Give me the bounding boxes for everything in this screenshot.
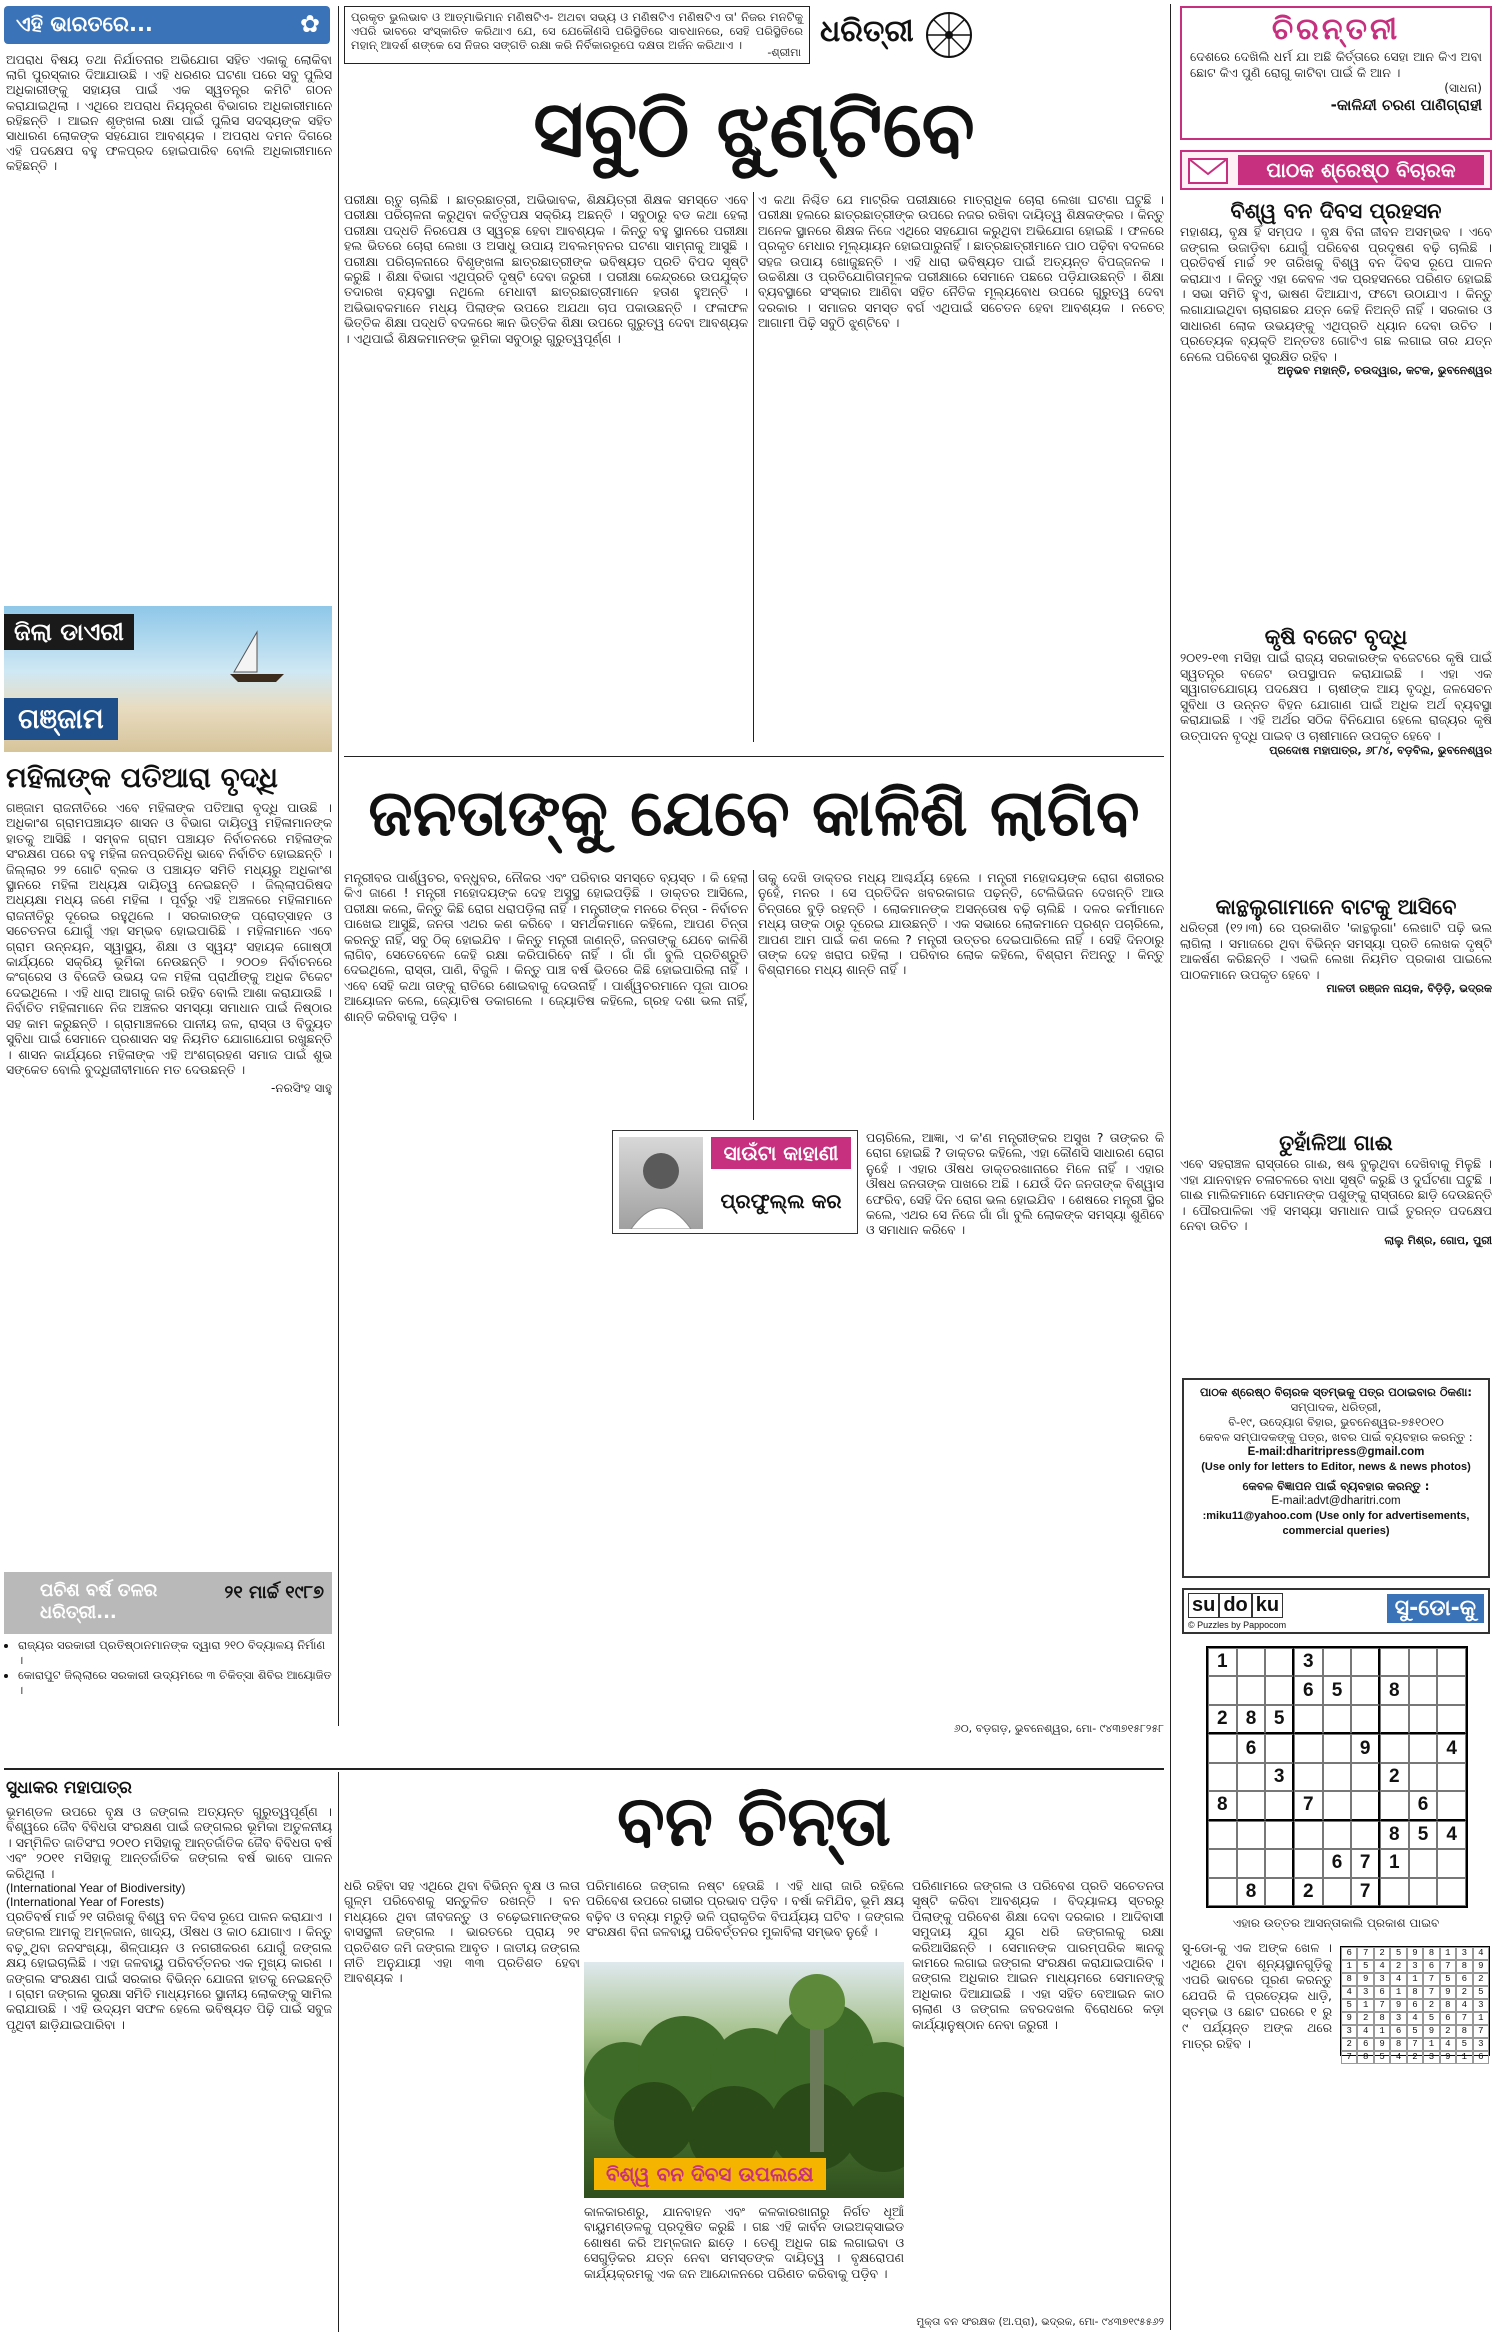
sudoku-credit: © Puzzles by Pappocom <box>1188 1620 1287 1630</box>
solution-cell: 3 <box>1473 1999 1489 2012</box>
solution-cell: 9 <box>1423 2025 1439 2038</box>
forest-photo <box>584 1962 904 2198</box>
sudoku-cell <box>1351 1676 1380 1704</box>
sudoku-cell: 8 <box>1237 1878 1266 1906</box>
solution-cell: 1 <box>1440 1947 1456 1960</box>
solution-cell: 2 <box>1473 1973 1489 1986</box>
right-quote-source: (ସାଧନା) <box>1444 81 1482 95</box>
quote-box <box>344 6 810 64</box>
solution-cell: 5 <box>1357 1960 1373 1973</box>
solution-cell: 3 <box>1407 1960 1423 1973</box>
letter-2-author: ପ୍ରଦୋଷ ମହାପାତ୍ର, ୬୮/୪, ବଡ଼ବିଲ, ଭୁବନେଶ୍ୱର <box>1269 743 1492 757</box>
solution-cell: 5 <box>1374 2051 1390 2064</box>
solution-cell: 3 <box>1390 2012 1406 2025</box>
solution-cell: 6 <box>1357 2038 1373 2051</box>
solution-cell: 2 <box>1357 2012 1373 2025</box>
masthead-title: ଧରିତ୍ରୀ <box>820 14 914 49</box>
letter-4-author: ଲାଲୁ ମିଶ୍ର, ଗୋପ, ପୁରୀ <box>1384 1233 1492 1247</box>
sudoku-cell <box>1208 1849 1237 1877</box>
letter-3 <box>1180 894 1492 1124</box>
solution-cell: 8 <box>1440 1999 1456 2012</box>
solution-cell: 4 <box>1341 1986 1357 1999</box>
sudoku-cell <box>1437 1791 1466 1820</box>
letter-2-text: ୨୦୧୨-୧୩ ମସିହା ପାଇଁ ରାଜ୍ୟ ସରକାରଙ୍କ ବଜେଟରେ କୃଷି ପାଇଁ ସ୍ୱତନ୍ତ୍ର ବଜେଟ ଉପସ୍ଥାପନ କରାଯାଇଛି । ଏହା ଏକ ସ୍ୱାଗତଯୋଗ୍ୟ ପଦକ୍ଷେପ । ଚାଷୀଙ୍କ ଆୟ ବୃଦ୍ଧି, ଜଳସେଚନ ସୁବିଧା ଓ ଉନ୍ନତ ବିହନ ଯୋଗାଣ ପାଇଁ ଅଧିକ ଅର୍ଥ ବ୍ୟବସ୍ଥା କରାଯାଇଛି । ଏହି ଅର୍ଥର ସଠିକ ବିନିଯୋଗ ହେଲେ ରାଜ୍ୟର କୃଷି ଉତ୍ପାଦନ ବୃଦ୍ଧି ପାଇବ ଓ ଚାଷୀମାନେ ଉପକୃତ ହେବେ । <box>1180 650 1492 743</box>
sudoku-cell <box>1265 1676 1294 1704</box>
solution-cell: 9 <box>1390 1999 1406 2012</box>
solution-cell: 9 <box>1341 2012 1357 2025</box>
column-label: ସାଉଁଟା କାହାଣୀ <box>711 1137 851 1169</box>
letter-2-title: କୃଷି ବଜେଟ ବୃଦ୍ଧି <box>1264 625 1408 649</box>
solution-cell: 7 <box>1456 2012 1472 2025</box>
main-story-col2 <box>758 192 1164 752</box>
bottom-left-text-2: ପ୍ରତିବର୍ଷ ମାର୍ଚ୍ଚ ୨୧ ତାରିଖକୁ ବିଶ୍ୱ ବନ ଦିବସ ରୂପେ ପାଳନ କରାଯାଏ । ଜଙ୍ଗଲ ଆମକୁ ଅମ୍ଳଜାନ, ଖାଦ୍ୟ, ଔଷଧ ଓ କାଠ ଯୋଗାଏ । କିନ୍ତୁ ବଢ଼ୁଥିବା ଜନସଂଖ୍ୟା, ଶିଳ୍ପାୟନ ଓ ନଗରୀକରଣ ଯୋଗୁଁ ଜଙ୍ଗଲ କ୍ଷୟ ହୋଇଚାଲିଛି । ଏହା ଜଳବାୟୁ ପରିବର୍ତ୍ତନର ଏକ ମୁଖ୍ୟ କାରଣ । ଜଙ୍ଗଲ ସଂରକ୍ଷଣ ପାଇଁ ସରକାର ବିଭିନ୍ନ ଯୋଜନା ହାତକୁ ନେଇଛନ୍ତି । ଗ୍ରାମ ଜଙ୍ଗଲ ସୁରକ୍ଷା ସମିତି ମାଧ୍ୟମରେ ସ୍ଥାନୀୟ ଲୋକଙ୍କୁ ସାମିଲ କରାଯାଉଛି । ଏହି ଉଦ୍ୟମ ସଫଳ ହେଲେ ଭବିଷ୍ୟତ ପିଢ଼ି ପାଇଁ ସବୁଜ ପୃଥିବୀ ଛାଡ଼ିଯାଇପାରିବା । <box>6 1909 332 2032</box>
sudoku-instructions-box <box>1182 1940 1332 2330</box>
main-story-col1 <box>344 192 748 752</box>
sudoku-cell <box>1409 1734 1438 1762</box>
person-icon <box>619 1137 703 1229</box>
sudoku-cell <box>1351 1705 1380 1734</box>
sudoku-cell <box>1323 1791 1352 1820</box>
sudoku-cell: 6 <box>1294 1676 1323 1704</box>
solution-cell: 7 <box>1423 1973 1439 1986</box>
sudoku-cell: 1 <box>1380 1849 1409 1877</box>
solution-cell: 9 <box>1473 1960 1489 1973</box>
solution-cell: 1 <box>1423 2038 1439 2051</box>
sudoku-header <box>1182 1588 1490 1634</box>
sudoku-logo <box>1188 1593 1283 1618</box>
solution-cell: 8 <box>1423 1947 1439 1960</box>
sudoku-cell <box>1380 1734 1409 1762</box>
forest-story-col2 <box>586 1878 904 1958</box>
ad-email-1[interactable]: E-mail:advt@dharitri.com <box>1271 1495 1401 1507</box>
solution-cell: 3 <box>1374 1973 1390 1986</box>
sudoku-cell <box>1351 1648 1380 1676</box>
second-story-address: ୬୦, ବଡ଼ଗଡ଼, ଭୁବନେଶ୍ୱର, ମୋ- ୯୪୩୭୧୫୮୨୫୮ <box>953 1722 1164 1735</box>
sudoku-cell: 4 <box>1437 1821 1466 1849</box>
masthead-logo <box>818 6 976 64</box>
solution-cell: 1 <box>1341 1960 1357 1973</box>
solution-cell: 3 <box>1423 2051 1439 2064</box>
sudoku-cell: 2 <box>1294 1878 1323 1906</box>
sudoku-cell: 6 <box>1323 1849 1352 1877</box>
sudoku-logo-do: do <box>1219 1593 1251 1618</box>
solution-cell: 7 <box>1423 1986 1439 1999</box>
left-story-text: ଗଞ୍ଜାମ ରାଜନୀତିରେ ଏବେ ମହିଳାଙ୍କ ପତିଆରା ବୃଦ୍ଧି ପାଉଛି । ଅଧିକାଂଶ ଗ୍ରାମପଞ୍ଚାୟତ ଶାସନ ଓ ବିଭାଗ ଦାୟିତ୍ୱ ମହିଳାମାନଙ୍କ ହାତକୁ ଆସିଛି । ସମ୍ବଳ ଗ୍ରାମ ପଞ୍ଚାୟତ ନିର୍ବାଚନରେ ମହିଳାଙ୍କ ସଂରକ୍ଷଣ ପରେ ବହୁ ମହିଳା ଜନପ୍ରତିନିଧି ଭାବେ ନିର୍ବାଚିତ ହୋଇଛନ୍ତି । ଜିଲ୍ଲାର ୨୨ ଗୋଟି ବ୍ଲକ ଓ ପଞ୍ଚାୟତ ସମିତି ମଧ୍ୟରୁ ଅଧିକାଂଶ ସ୍ଥାନରେ ମହିଳା ଅଧ୍ୟକ୍ଷ ଦାୟିତ୍ୱ ନେଇଛନ୍ତି । ଜିଲ୍ଲାପରିଷଦ ଅଧ୍ୟକ୍ଷା ମଧ୍ୟ ଜଣେ ମହିଳା । ପୂର୍ବରୁ ଏହି ଅଞ୍ଚଳରେ ମହିଳାମାନେ ରାଜନୀତିରୁ ଦୂରେଇ ରହୁଥିଲେ । ସରକାରଙ୍କ ପ୍ରୋତ୍ସାହନ ଓ ସଚେତନତା ଯୋଗୁଁ ଏହା ସମ୍ଭବ ହୋଇପାରିଛି । ମହିଳାମାନେ ଏବେ ଗ୍ରାମ ଉନ୍ନୟନ, ସ୍ୱାସ୍ଥ୍ୟ, ଶିକ୍ଷା ଓ ସ୍ୱୟଂ ସହାୟକ ଗୋଷ୍ଠୀ କାର୍ଯ୍ୟରେ ସକ୍ରିୟ ଭୂମିକା ନେଉଛନ୍ତି । ୨୦୦୭ ନିର୍ବାଚନରେ କଂଗ୍ରେସ ଓ ବିଜେଡି ଉଭୟ ଦଳ ମହିଳା ପ୍ରାର୍ଥୀଙ୍କୁ ଅଧିକ ଟିକେଟ ଦେଇଥିଲେ । ଏହି ଧାରା ଆଗକୁ ଜାରି ରହିବ ବୋଲି ଆଶା କରାଯାଉଛି । ନିର୍ବାଚିତ ମହିଳାମାନେ ନିଜ ଅଞ୍ଚଳର ସମସ୍ୟା ସମାଧାନ ପାଇଁ ନିଷ୍ଠାର ସହ କାମ କରୁଛନ୍ତି । ଗ୍ରାମାଞ୍ଚଳରେ ପାନୀୟ ଜଳ, ରାସ୍ତା ଓ ବିଦ୍ୟୁତ ସୁବିଧା ପାଇଁ ସେମାନେ ପ୍ରଶାସନ ସହ ନିୟମିତ ଯୋଗାଯୋଗ ରଖୁଛନ୍ତି । ଶାସନ କାର୍ଯ୍ୟରେ ମହିଳାଙ୍କ ଏହି ଅଂଶଗ୍ରହଣ ସମାଜ ପାଇଁ ଶୁଭ ସଙ୍କେତ ବୋଲି ବୁଦ୍ଧିଜୀବୀମାନେ ମତ ଦେଉଛନ୍ତି । <box>6 800 332 1077</box>
sudoku-cell <box>1380 1705 1409 1734</box>
sudoku-cell <box>1265 1734 1294 1762</box>
sudoku-cell: 7 <box>1294 1791 1323 1820</box>
right-quote-text: ଦେଶରେ ଦେଖିଲି ଧର୍ମ ଯା ଅଛି କିର୍ତ୍ତାରେ ସେହା ଆନ କିଏ ଅବା ଛୋଟ କିଏ ପୁଣି ରୋଗୁ କାଟିବା ପାଇଁ କି ଆନ । <box>1190 49 1482 80</box>
bottom-left-author: ସୁଧାକର ମହାପାତ୍ର <box>6 1778 132 1798</box>
sudoku-cell <box>1323 1878 1352 1906</box>
solution-cell: 1 <box>1407 1973 1423 1986</box>
solution-cell: 6 <box>1423 1960 1439 1973</box>
second-story-text-1: ମନ୍ତ୍ରୀବର ପାର୍ଶ୍ୱଚର, ବନ୍ଧୁବର, ନୌକର ଏବଂ ପରିବାର ସମସ୍ତେ ବ୍ୟସ୍ତ । କି ହେଲା କିଏ ଜାଣେ ! ମନ୍ତ୍ରୀ ମହୋଦୟଙ୍କ ଦେହ ଅସୁସ୍ଥ ହୋଇପଡ଼ିଛି । ଡାକ୍ତର ଆସିଲେ, ପରୀକ୍ଷା କଲେ, କିନ୍ତୁ କିଛି ରୋଗ ଧରାପଡ଼ିଲା ନାହିଁ । ମନ୍ତ୍ରୀଙ୍କ ମନରେ ଚିନ୍ତା - ନିର୍ବାଚନ ପାଖେଇ ଆସୁଛି, ଜନତା ଏଥର କଣ କରିବେ । ସମର୍ଥକମାନେ କହିଲେ, ଆପଣ ଚିନ୍ତା କରନ୍ତୁ ନାହିଁ, ସବୁ ଠିକ୍ ହୋଇଯିବ । କିନ୍ତୁ ମନ୍ତ୍ରୀ ଜାଣନ୍ତି, ଜନତାଙ୍କୁ ଯେବେ କାଳିଶି ଲାଗିବ, ସେତେବେଳେ କେହି ରକ୍ଷା କରିପାରିବେ ନାହିଁ । ଗାଁ ଗାଁ ବୁଲି ପ୍ରତିଶ୍ରୁତି ଦେଇଥିଲେ, ରାସ୍ତା, ପାଣି, ବିଜୁଳି । କିନ୍ତୁ ପାଞ୍ଚ ବର୍ଷ ଭିତରେ କିଛି ହୋଇପାରିଲା ନାହିଁ । ଏବେ ସେହି କଥା ତାଙ୍କୁ ରାତିରେ ଶୋଇବାକୁ ଦେଉନାହିଁ । ପାର୍ଶ୍ୱଚରମାନେ ପୂଜା ପାଠର ଆୟୋଜନ କଲେ, ଜ୍ୟୋତିଷ ଡକାଗଲେ । ଜ୍ୟୋତିଷ କହିଲେ, ଗ୍ରହ ଦଶା ଭଲ ନାହିଁ, ଶାନ୍ତି କରିବାକୁ ପଡ଼ିବ । <box>344 870 748 1024</box>
solution-cell: 6 <box>1390 2025 1406 2038</box>
letter-3-title: କାନ୍ଥଲୁଗାମାନେ ବାଟକୁ ଆସିବେ <box>1215 895 1457 919</box>
second-story-col3 <box>866 1130 1164 1720</box>
contact-line: କେବଳ ସମ୍ପାଦକଙ୍କୁ ପତ୍ର, ଖବର ପାଇଁ ବ୍ୟବହାର କରନ୍ତୁ : <box>1199 1430 1473 1444</box>
letter-1-author: ଅନୁଭବ ମହାନ୍ତି, ଚଉଦ୍ୱାର, କଟକ, ଭୁବନେଶ୍ୱର <box>1277 364 1492 378</box>
sudoku-cell <box>1208 1763 1237 1791</box>
sudoku-cell <box>1294 1821 1323 1849</box>
solution-cell: 5 <box>1423 2012 1439 2025</box>
sudoku-cell <box>1351 1791 1380 1820</box>
letter-2 <box>1180 624 1492 888</box>
solution-cell: 8 <box>1456 1960 1472 1973</box>
column-author: ପ୍ରଫୁଲ୍ଲ କର <box>720 1189 842 1213</box>
solution-cell: 5 <box>1341 1999 1357 2012</box>
forest-story-text-2: ପରିମାଣରେ ଜଙ୍ଗଲ ନଷ୍ଟ ହେଉଛି । ଏହି ଧାରା ଜାରି ରହିଲେ ପରିବେଶ ଉପରେ ଗଭୀର ପ୍ରଭାବ ପଡ଼ିବ । ବର୍ଷା କମିଯିବ, ଭୂମି କ୍ଷୟ ବଢ଼ିବ ଓ ବନ୍ୟା ମରୁଡ଼ି ଭଳି ପ୍ରାକୃତିକ ବିପର୍ଯ୍ୟୟ ଘଟିବ । ଜଙ୍ଗଲ ସଂରକ୍ଷଣ ବିନା ଜଳବାୟୁ ପରିବର୍ତ୍ତନର ମୁକାବିଲା ସମ୍ଭବ ନୁହେଁ । <box>586 1878 904 1940</box>
sudoku-cell <box>1323 1648 1352 1676</box>
sudoku-cell <box>1237 1676 1266 1704</box>
sudoku-cell <box>1208 1821 1237 1849</box>
solution-cell: 5 <box>1473 1986 1489 1999</box>
india-map-icon: ✿ <box>299 10 320 38</box>
main-headline: ସବୁଠି ଝୁଣ୍ଟିବେ <box>533 85 975 175</box>
sudoku-cell <box>1265 1878 1294 1906</box>
solution-cell: 6 <box>1456 1973 1472 1986</box>
forest-story-text-3: ପରିଣାମରେ ଜଙ୍ଗଲ ଓ ପରିବେଶ ପ୍ରତି ସଚେତନତା ସୃଷ୍ଟି କରିବା ଆବଶ୍ୟକ । ବିଦ୍ୟାଳୟ ସ୍ତରରୁ ପିଲାଙ୍କୁ ପରିବେଶ ଶିକ୍ଷା ଦେବା ଦରକାର । ଆଦିବାସୀ ସମୁଦାୟ ଯୁଗ ଯୁଗ ଧରି ଜଙ୍ଗଲକୁ ରକ୍ଷା କରିଆସିଛନ୍ତି । ସେମାନଙ୍କ ପାରମ୍ପରିକ ଜ୍ଞାନକୁ କାମରେ ଲଗାଇ ଜଙ୍ଗଲ ସଂରକ୍ଷଣ କରାଯାଇପାରିବ । ଜଙ୍ଗଲ ଅଧିକାର ଆଇନ ମାଧ୍ୟମରେ ସେମାନଙ୍କୁ ଅଧିକାର ଦିଆଯାଇଛି । ଏହା ସହିତ ବେଆଇନ କାଠ ଚାଲାଣ ଓ ଜଙ୍ଗଲ ଜବରଦଖଲ ବିରୋଧରେ କଡ଼ା କାର୍ଯ୍ୟାନୁଷ୍ଠାନ ନେବା ଜରୁରୀ । <box>912 1878 1164 2032</box>
solution-cell: 7 <box>1440 1960 1456 1973</box>
solution-cell: 6 <box>1341 1947 1357 1960</box>
sudoku-cell <box>1237 1849 1266 1877</box>
sudoku-cell <box>1409 1763 1438 1791</box>
sudoku-cell <box>1409 1849 1438 1877</box>
contact-note: (Use only for letters to Editor, news & news photos) <box>1201 1461 1471 1473</box>
sudoku-logo-ku: ku <box>1252 1593 1283 1618</box>
contact-box <box>1182 1378 1490 1578</box>
sudoku-cell <box>1437 1878 1466 1906</box>
district-name: ଗଞ୍ଜାମ <box>4 698 118 740</box>
solution-cell: 4 <box>1390 2051 1406 2064</box>
solution-cell: 1 <box>1473 2012 1489 2025</box>
sudoku-cell <box>1208 1734 1237 1762</box>
sudoku-cell <box>1294 1734 1323 1762</box>
sudoku-cell: 8 <box>1237 1705 1266 1734</box>
forest-photo-caption: ବିଶ୍ୱ ବନ ଦିବସ ଉପଲକ୍ଷେ <box>594 2158 826 2190</box>
sudoku-cell <box>1437 1676 1466 1704</box>
letter-4-text: ଏବେ ସହରାଞ୍ଚଳ ରାସ୍ତାରେ ଗାଈ, ଷଣ୍ଢ ବୁଲୁଥିବା ଦେଖିବାକୁ ମିଳୁଛି । ଏହା ଯାନବାହନ ଚଳାଚଳରେ ବାଧା ସୃଷ୍ଟି କରୁଛି ଓ ଦୁର୍ଘଟଣା ଘଟୁଛି । ଗାଈ ମାଲିକମାନେ ସେମାନଙ୍କ ପଶୁଙ୍କୁ ରାସ୍ତାରେ ଛାଡ଼ି ଦେଉଛନ୍ତି । ପୌରପାଳିକା ଏହି ସମସ୍ୟା ସମାଧାନ ପାଇଁ ତୁରନ୍ତ ପଦକ୍ଷେପ ନେବା ଉଚିତ । <box>1180 1156 1492 1234</box>
right-column-quote-box <box>1180 6 1492 140</box>
forest-story-col3 <box>912 1878 1164 2314</box>
flashback-list <box>4 1638 332 1698</box>
solution-cell: 9 <box>1407 1947 1423 1960</box>
forest-story-text-1: ଧରି ରହିବା ସହ ଏଥିରେ ଥିବା ବିଭିନ୍ନ ବୃକ୍ଷ ଓ ଲତା ଗୁଳ୍ମ ପରିବେଶକୁ ସନ୍ତୁଳିତ ରଖନ୍ତି । ବନ ମଧ୍ୟରେ ଥିବା ଜୀବଜନ୍ତୁ ଓ ଚଢ଼େଇମାନଙ୍କର ବାସସ୍ଥଳୀ ଜଙ୍ଗଲ । ଭାରତରେ ପ୍ରାୟ ୨୧ ପ୍ରତିଶତ ଜମି ଜଙ୍ଗଲ ଆବୃତ । ଜାତୀୟ ଜଙ୍ଗଲ ନୀତି ଅନୁଯାୟୀ ଏହା ୩୩ ପ୍ରତିଶତ ହେବା ଆବଶ୍ୟକ । <box>344 1878 580 1986</box>
solution-cell: 7 <box>1374 1999 1390 2012</box>
left-intro-article <box>6 52 332 600</box>
solution-cell: 9 <box>1357 1973 1373 1986</box>
sudoku-cell <box>1208 1676 1237 1704</box>
flashback-item: • ରାଜ୍ୟର ସରକାରୀ ପ୍ରତିଷ୍ଠାନମାନଙ୍କ ଦ୍ୱାରା ୨୧୦ ବିଦ୍ୟାଳୟ ନିର୍ମାଣ । <box>18 1638 332 1668</box>
sudoku-cell <box>1380 1878 1409 1906</box>
sudoku-cell <box>1323 1821 1352 1849</box>
author-photo <box>619 1137 703 1229</box>
sudoku-cell: 2 <box>1380 1763 1409 1791</box>
sudoku-cell <box>1265 1849 1294 1877</box>
sudoku-cell <box>1237 1821 1266 1849</box>
solution-cell: 2 <box>1440 2025 1456 2038</box>
sudoku-cell <box>1323 1734 1352 1762</box>
second-headline: ଜନତାଙ୍କୁ ଯେବେ କାଳିଶି ଲାଗିବ <box>368 777 1140 851</box>
sudoku-cell <box>1265 1648 1294 1676</box>
bottom-left-term-2: (International Year of Forests) <box>6 1895 165 1910</box>
sudoku-cell: 8 <box>1208 1791 1237 1820</box>
solution-cell: 5 <box>1390 1947 1406 1960</box>
solution-cell: 1 <box>1390 1986 1406 1999</box>
solution-cell: 3 <box>1456 1947 1472 1960</box>
sudoku-solution-grid <box>1340 1946 1490 2062</box>
wheel-icon <box>924 10 974 60</box>
sudoku-cell: 8 <box>1380 1821 1409 1849</box>
letter-3-text: ଧରିତ୍ରୀ (୧୨।୩) ରେ ପ୍ରକାଶିତ 'କାନ୍ଥଲୁଗା' ଲେଖାଟି ପଢ଼ି ଭଲ ଲାଗିଲା । ସମାଜରେ ଥିବା ବିଭିନ୍ନ ସମସ୍ୟା ପ୍ରତି ଲେଖକ ଦୃଷ୍ଟି ଆକର୍ଷଣ କରିଛନ୍ତି । ଏଭଳି ଲେଖା ନିୟମିତ ପ୍ରକାଶ ପାଇଲେ ପାଠକମାନେ ଉପକୃତ ହେବେ । <box>1180 920 1492 982</box>
solution-cell: 5 <box>1407 2025 1423 2038</box>
sudoku-cell: 9 <box>1351 1734 1380 1762</box>
left-story-title: ମହିଳାଙ୍କ ପତିଆରା ବୃଦ୍ଧି <box>6 761 279 794</box>
letter-1 <box>1180 198 1492 618</box>
solution-cell: 9 <box>1374 2038 1390 2051</box>
sudoku-cell: 5 <box>1265 1705 1294 1734</box>
main-story-text-1: ପରୀକ୍ଷା ଋତୁ ଚାଲିଛି । ଛାତ୍ରଛାତ୍ରୀ, ଅଭିଭାବକ, ଶିକ୍ଷୟିତ୍ରୀ ଶିକ୍ଷକ ସମସ୍ତେ ଏବେ ପରୀକ୍ଷା ପରିଚାଳନା କରୁଥିବା କର୍ତ୍ତୃପକ୍ଷ ସକ୍ରିୟ ଅଛନ୍ତି । ସବୁଠାରୁ ବଡ କଥା ହେଲା ପରୀକ୍ଷା ପଦ୍ଧତି ନିରପେକ୍ଷ ଓ ସ୍ୱଚ୍ଛ ହେବା ଆବଶ୍ୟକ । କିନ୍ତୁ ବହୁ ସ୍ଥାନରେ ପରୀକ୍ଷା ହଲ ଭିତରେ ଚୋରା ଲେଖା ଓ ଅସାଧୁ ଉପାୟ ଅବଲମ୍ବନର ଘଟଣା ସାମ୍ନାକୁ ଆସୁଛି । ପରୀକ୍ଷା ପରିଚାଳନାରେ ବିଶୃଙ୍ଖଳା ଛାତ୍ରଛାତ୍ରୀଙ୍କ ଭବିଷ୍ୟତ ପ୍ରତି ବିପଦ ସୃଷ୍ଟି କରୁଛି । ଶିକ୍ଷା ବିଭାଗ ଏଥିପ୍ରତି ଦୃଷ୍ଟି ଦେବା ଜରୁରୀ । ପରୀକ୍ଷା କେନ୍ଦ୍ରରେ ଉପଯୁକ୍ତ ତଦାରଖ ବ୍ୟବସ୍ଥା ନଥିଲେ ମେଧାବୀ ଛାତ୍ରଛାତ୍ରୀମାନେ ହତାଶ ହୁଅନ୍ତି । ଅଭିଭାବକମାନେ ମଧ୍ୟ ପିଲାଙ୍କ ଉପରେ ଅଯଥା ଚାପ ପକାଉଛନ୍ତି । ଫଳାଫଳ ଭିତ୍ତିକ ଶିକ୍ଷା ପଦ୍ଧତି ବଦଳରେ ଜ୍ଞାନ ଭିତ୍ତିକ ଶିକ୍ଷା ଉପରେ ଗୁରୁତ୍ୱ ଦେବା ଆବଶ୍ୟକ । ଏଥିପାଇଁ ଶିକ୍ଷକମାନଙ୍କ ଭୂମିକା ସବୁଠାରୁ ଗୁରୁତ୍ୱପୂର୍ଣ୍ଣ । <box>344 192 748 346</box>
solution-cell: 2 <box>1390 1960 1406 1973</box>
sudoku-label: ସୁ-ଡୋ-କୁ <box>1387 1594 1484 1623</box>
sudoku-cell: 3 <box>1265 1763 1294 1791</box>
right-quote-author: -କାଳିନ୍ଦୀ ଚରଣ ପାଣିଗ୍ରାହୀ <box>1330 96 1482 114</box>
letter-1-text: ମହାଶୟ, ବୃକ୍ଷ ହିଁ ସମ୍ପଦ । ବୃକ୍ଷ ବିନା ଜୀବନ ଅସମ୍ଭବ । ଏବେ ଜଙ୍ଗଲ ଉଜାଡ଼ିବା ଯୋଗୁଁ ପରିବେଶ ପ୍ରଦୂଷଣ ବଢ଼ି ଚାଲିଛି । ପ୍ରତିବର୍ଷ ମାର୍ଚ୍ଚ ୨୧ ତାରିଖକୁ ବିଶ୍ୱ ବନ ଦିବସ ରୂପେ ପାଳନ କରାଯାଏ । କିନ୍ତୁ ଏହା କେବଳ ଏକ ପ୍ରହସନରେ ପରିଣତ ହୋଇଛି । ସଭା ସମିତି ହୁଏ, ଭାଷଣ ଦିଆଯାଏ, ଫଟୋ ଉଠାଯାଏ । କିନ୍ତୁ ଲଗାଯାଇଥିବା ଚାରାଗଛର ଯତ୍ନ କେହି ନିଅନ୍ତି ନାହିଁ । ସରକାର ଓ ସାଧାରଣ ଲୋକ ଉଭୟଙ୍କୁ ଏଥିପ୍ରତି ଧ୍ୟାନ ଦେବା ଉଚିତ । ପ୍ରତ୍ୟେକ ବ୍ୟକ୍ତି ଅନ୍ତତଃ ଗୋଟିଏ ଗଛ ଲଗାଇ ତାର ଯତ୍ନ ନେଲେ ପରିବେଶ ସୁରକ୍ଷିତ ରହିବ । <box>1180 224 1492 364</box>
readers-banner <box>1180 150 1492 190</box>
solution-cell: 7 <box>1407 2038 1423 2051</box>
sudoku-cell <box>1437 1763 1466 1791</box>
second-story-text-3: ପଚାରିଲେ, ଆଜ୍ଞା, ଏ କ'ଣ ମନ୍ତ୍ରୀଙ୍କର ଅସୁଖ ? ତାଙ୍କର କି ରୋଗ ହୋଇଛି ? ଡାକ୍ତର କହିଲେ, ଏହା କୌଣସି ସାଧାରଣ ରୋଗ ନୁହେଁ । ଏହାର ଔଷଧ ଡାକ୍ତରଖାନାରେ ମିଳେ ନାହିଁ । ଏହାର ଔଷଧ ଜନତାଙ୍କ ପାଖରେ ଅଛି । ଯେଉଁ ଦିନ ଜନତାଙ୍କ ବିଶ୍ୱାସ ଫେରିବ, ସେହି ଦିନ ରୋଗ ଭଲ ହୋଇଯିବ । ଶେଷରେ ମନ୍ତ୍ରୀ ସ୍ଥିର କଲେ, ଏଥର ସେ ନିଜେ ଗାଁ ଗାଁ ବୁଲି ଲୋକଙ୍କ ସମସ୍ୟା ଶୁଣିବେ ଓ ସମାଧାନ କରିବେ । <box>866 1130 1164 1238</box>
solution-cell: 9 <box>1440 2051 1456 2064</box>
sudoku-cell <box>1351 1763 1380 1791</box>
solution-cell: 5 <box>1440 1973 1456 1986</box>
solution-cell: 4 <box>1374 1960 1390 1973</box>
sudoku-cell: 8 <box>1380 1676 1409 1704</box>
ad-email-2[interactable]: :miku11@yahoo.com (Use only for advertisements, commercial queries) <box>1202 1510 1470 1537</box>
sudoku-instructions: ସୁ-ଡୋ-କୁ ଏକ ଅଙ୍କ ଖେଳ । ଏଥିରେ ଥିବା ଶୂନ୍ୟସ୍ଥାନଗୁଡ଼ିକୁ ଏପରି ଭାବରେ ପୂରଣ କରନ୍ତୁ ଯେପରି କି ପ୍ରତ୍ୟେକ ଧାଡ଼ି, ସ୍ତମ୍ଭ ଓ ଛୋଟ ଘରରେ ୧ ରୁ ୯ ପର୍ଯ୍ୟନ୍ତ ଅଙ୍କ ଥରେ ମାତ୍ର ରହିବ । <box>1182 1940 1332 2051</box>
sudoku-cell <box>1351 1821 1380 1849</box>
ad-title: କେବଳ ବିଜ୍ଞାପନ ପାଇଁ ବ୍ୟବହାର କରନ୍ତୁ : <box>1242 1479 1430 1493</box>
solution-cell: 2 <box>1456 1986 1472 1999</box>
sudoku-cell <box>1380 1648 1409 1676</box>
sudoku-cell: 5 <box>1323 1676 1352 1704</box>
main-story-text-2: ଏ କଥା ନିଶ୍ଚିତ ଯେ ମାଟ୍ରିକ ପରୀକ୍ଷାରେ ମାତ୍ରାଧିକ ଚୋରା ଲେଖା ଘଟଣା ଘଟୁଛି । ପରୀକ୍ଷା ହଲରେ ଛାତ୍ରଛାତ୍ରୀଙ୍କ ଉପରେ ନଜର ରଖିବା ଦାୟିତ୍ୱ ଶିକ୍ଷକଙ୍କର । କିନ୍ତୁ ଅନେକ ସ୍ଥାନରେ ଶିକ୍ଷକ ନିଜେ ଏଥିରେ ସହଯୋଗ କରୁଥିବା ଅଭିଯୋଗ ହୋଇଛି । ଫଳରେ ପ୍ରକୃତ ମେଧାର ମୂଲ୍ୟାୟନ ହୋଇପାରୁନାହିଁ । ଛାତ୍ରଛାତ୍ରୀମାନେ ପାଠ ପଢ଼ିବା ବଦଳରେ ସହଜ ଉପାୟ ଖୋଜୁଛନ୍ତି । ଏହି ଧାରା ଭବିଷ୍ୟତ ପାଇଁ ଅତ୍ୟନ୍ତ ବିପଜ୍ଜନକ । ଉଚ୍ଚଶିକ୍ଷା ଓ ପ୍ରତିଯୋଗିତାମୂଳକ ପରୀକ୍ଷାରେ ସେମାନେ ପଛରେ ପଡ଼ିଯାଉଛନ୍ତି । ଶିକ୍ଷା ବ୍ୟବସ୍ଥାରେ ସଂସ୍କାର ଆଣିବା ସହିତ ନୈତିକ ମୂଲ୍ୟବୋଧ ଉପରେ ଗୁରୁତ୍ୱ ଦେବା ଦରକାର । ସମାଜର ସମସ୍ତ ବର୍ଗ ଏଥିପାଇଁ ସଚେତନ ହେବା ଆବଶ୍ୟକ । ନଚେତ୍ ଆଗାମୀ ପିଢ଼ି ସବୁଠି ଝୁଣ୍ଟିବେ । <box>758 192 1164 331</box>
column-byline-box <box>612 1130 858 1234</box>
sudoku-caption: ଏହାର ଉତ୍ତର ଆସନ୍ତାକାଲି ପ୍ରକାଶ ପାଇବ <box>1232 1916 1440 1930</box>
sudoku-cell: 1 <box>1208 1648 1237 1676</box>
solution-cell: 4 <box>1456 1999 1472 2012</box>
sudoku-cell: 7 <box>1351 1878 1380 1906</box>
letter-1-title: ବିଶ୍ୱ ବନ ଦିବସ ପ୍ରହସନ <box>1230 199 1442 223</box>
solution-cell: 8 <box>1390 2038 1406 2051</box>
solution-cell: 6 <box>1374 1986 1390 1999</box>
flashback-box <box>4 1572 332 1710</box>
letter-4 <box>1180 1130 1492 1370</box>
flashback-banner <box>4 1572 332 1634</box>
contact-title: ପାଠକ ଶ୍ରେଷ୍ଠ ବିଚାରକ ସ୍ତମ୍ଭକୁ ପତ୍ର ପଠାଇବାର ଠିକଣା: <box>1200 1385 1472 1399</box>
forest-story-col1b <box>584 2204 904 2334</box>
left-column-banner <box>4 6 330 44</box>
boat-icon <box>222 628 292 688</box>
sudoku-cell <box>1437 1648 1466 1676</box>
solution-cell: 7 <box>1341 2051 1357 2064</box>
flashback-item: • କୋରାପୁଟ ଜିଲ୍ଲାରେ ସରକାରୀ ଉଦ୍ୟମରେ ୩ ଚିକିତ୍ସା ଶିବିର ଆୟୋଜିତ । <box>18 1668 332 1698</box>
solution-cell: 6 <box>1440 2012 1456 2025</box>
sudoku-cell: 3 <box>1294 1648 1323 1676</box>
sudoku-cell <box>1208 1878 1237 1906</box>
contact-email[interactable]: E-mail:dharitripress@gmail.com <box>1247 1446 1425 1458</box>
solution-cell: 8 <box>1456 2025 1472 2038</box>
solution-cell: 5 <box>1456 2038 1472 2051</box>
bottom-left-article <box>6 1778 332 2334</box>
solution-cell: 6 <box>1473 2051 1489 2064</box>
readers-banner-label: ପାଠକ ଶ୍ରେଷ୍ଠ ବିଚାରକ <box>1238 155 1484 185</box>
sudoku-cell <box>1237 1791 1266 1820</box>
quote-author: -ଶ୍ରୀମା <box>767 46 801 59</box>
forest-story-col1 <box>344 1878 580 2334</box>
envelope-icon <box>1188 156 1230 186</box>
sudoku-cell <box>1294 1763 1323 1791</box>
solution-cell: 3 <box>1357 1986 1373 1999</box>
solution-cell: 6 <box>1407 1999 1423 2012</box>
sudoku-cell <box>1265 1821 1294 1849</box>
left-story-author: -ନରସିଂହ ସାହୁ <box>271 1081 332 1096</box>
left-intro-text: ଅପରାଧ ବିଷୟ ତଥା ନିର୍ଯାତନାର ଅଭିଯୋଗ ସହିତ ଏକାକୁ ଲୋକିବା ଲାଗି ପୁରସ୍କାର ଦିଆଯାଉଛି । ଏହି ଧରଣର ଘଟଣା ପରେ ସବୁ ପୁଲିସ ଅଧିକାରୀଙ୍କୁ ସହାୟତା ପାଇଁ ଏକ ସ୍ୱତନ୍ତ୍ର କମିଟି ଗଠନ କରାଯାଇଥିଲା । ଏଥିରେ ଅପରାଧ ନିୟନ୍ତ୍ରଣ ବିଭାଗର ଅଧିକାରୀମାନେ ରହିଛନ୍ତି । ଆଇନ ଶୃଙ୍ଖଳା ରକ୍ଷା ପାଇଁ ପୁଲିସ ସଦସ୍ୟଙ୍କ ସହିତ ସାଧାରଣ ଲୋକଙ୍କ ସହଯୋଗ ଆବଶ୍ୟକ । ଅପରାଧ ଦମନ ଦିଗରେ ଏହି ପଦକ୍ଷେପ ବହୁ ଫଳପ୍ରଦ ହୋଇପାରିବ ବୋଲି ଅଧିକାରୀମାନେ କହିଛନ୍ତି । <box>6 52 332 174</box>
sudoku-cell <box>1437 1705 1466 1734</box>
left-story <box>6 760 332 1560</box>
sudoku-cell <box>1265 1791 1294 1820</box>
second-story-col2 <box>758 870 1164 1120</box>
forest-story-author: ମୁକ୍ତା ବନ ସଂରକ୍ଷକ (ଅ.ପ୍ରା), ଭଦ୍ରକ, ମୋ- ୯୪୩୭୧୯୫୫୬୨ <box>916 2316 1164 2328</box>
solution-cell: 3 <box>1341 2025 1357 2038</box>
flashback-date: ୨୧ ମାର୍ଚ୍ଚ ୧୯୮୭ <box>224 1582 324 1603</box>
solution-cell: 7 <box>1473 2025 1489 2038</box>
letter-3-author: ମାଳତୀ ରଞ୍ଜନ ନାୟକ, ବିଡ଼ିଡ଼ି, ଭଦ୍ରକ <box>1326 982 1492 996</box>
sudoku-cell: 7 <box>1351 1849 1380 1877</box>
contact-line: ବି-୧୯, ଉଦ୍ୟୋଗ ବିହାର, ଭୁବନେଶ୍ୱର-୭୫୧୦୧୦ <box>1228 1415 1444 1429</box>
solution-cell: 4 <box>1357 2025 1373 2038</box>
sudoku-cell <box>1409 1705 1438 1734</box>
solution-cell: 4 <box>1407 2012 1423 2025</box>
bottom-left-term-1: (International Year of Biodiversity) <box>6 1881 186 1896</box>
sudoku-cell <box>1237 1763 1266 1791</box>
solution-cell: 4 <box>1440 2038 1456 2051</box>
sudoku-cell: 6 <box>1409 1791 1438 1820</box>
left-column-title: ଏହି ଭାରତରେ... <box>16 12 153 36</box>
flashback-label: ପଚିଶ ବର୍ଷ ତଳର ଧରିତ୍ରୀ... <box>40 1580 158 1623</box>
sudoku-cell <box>1409 1878 1438 1906</box>
sudoku-cell <box>1380 1791 1409 1820</box>
district-diary-box <box>4 606 332 752</box>
solution-cell: 8 <box>1357 2051 1373 2064</box>
solution-cell: 1 <box>1357 1999 1373 2012</box>
solution-cell: 8 <box>1341 1973 1357 1986</box>
sudoku-cell <box>1409 1676 1438 1704</box>
solution-cell: 4 <box>1390 1973 1406 1986</box>
solution-cell: 2 <box>1374 1947 1390 1960</box>
forest-story-text-1b: କାଳକାରଣରୁ, ଯାନବାହନ ଏବଂ କଳକାରଖାନାରୁ ନିର୍ଗତ ଧୂଆଁ ବାୟୁମଣ୍ଡଳକୁ ପ୍ରଦୂଷିତ କରୁଛି । ଗଛ ଏହି କାର୍ବନ ଡାଇଅକ୍ସାଇଡ ଶୋଷଣ କରି ଅମ୍ଳଜାନ ଛାଡ଼େ । ତେଣୁ ଅଧିକ ଗଛ ଲଗାଇବା ଓ ସେଗୁଡ଼ିକର ଯତ୍ନ ନେବା ସମସ୍ତଙ୍କ ଦାୟିତ୍ୱ । ବୃକ୍ଷରୋପଣ କାର୍ଯ୍ୟକ୍ରମକୁ ଏକ ଜନ ଆନ୍ଦୋଳନରେ ପରିଣତ କରିବାକୁ ପଡ଼ିବ । <box>584 2204 904 2281</box>
solution-cell: 2 <box>1423 1999 1439 2012</box>
solution-cell: 2 <box>1341 2038 1357 2051</box>
second-story-text-2: ତାକୁ ଦେଖି ଡାକ୍ତର ମଧ୍ୟ ଆଶ୍ଚର୍ଯ୍ୟ ହେଲେ । ମନ୍ତ୍ରୀ ମହୋଦୟଙ୍କ ରୋଗ ଶରୀରର ନୁହେଁ, ମନର । ସେ ପ୍ରତିଦିନ ଖବରକାଗଜ ପଢ଼ନ୍ତି, ଟେଲିଭିଜନ ଦେଖନ୍ତି ଆଉ ଚିନ୍ତାରେ ବୁଡ଼ି ରହନ୍ତି । ଲୋକମାନଙ୍କ ଅସନ୍ତୋଷ ବଢ଼ି ଚାଲିଛି । ଦଳର କର୍ମୀମାନେ ମଧ୍ୟ ତାଙ୍କ ଠାରୁ ଦୂରେଇ ଯାଉଛନ୍ତି । ଏକ ସଭାରେ ଲୋକମାନେ ପ୍ରଶ୍ନ ପଚାରିଲେ, ଆପଣ ଆମ ପାଇଁ କଣ କଲେ ? ମନ୍ତ୍ରୀ ଉତ୍ତର ଦେଇପାରିଲେ ନାହିଁ । ସେହି ଦିନଠାରୁ ତାଙ୍କ ଦେହ ଖରାପ ରହିଲା । ପରିବାର ଲୋକ କହିଲେ, ବିଶ୍ରାମ ନିଅନ୍ତୁ । କିନ୍ତୁ ବିଶ୍ରାମରେ ମଧ୍ୟ ଶାନ୍ତି ନାହିଁ । <box>758 870 1164 978</box>
sudoku-cell <box>1409 1648 1438 1676</box>
sudoku-cell: 4 <box>1437 1734 1466 1762</box>
sudoku-cell: 5 <box>1409 1821 1438 1849</box>
sudoku-cell <box>1323 1763 1352 1791</box>
solution-cell: 9 <box>1440 1986 1456 1999</box>
sudoku-cell <box>1323 1705 1352 1734</box>
solution-cell: 1 <box>1374 2025 1390 2038</box>
solution-cell: 7 <box>1357 1947 1373 1960</box>
solution-cell: 3 <box>1473 2038 1489 2051</box>
forest-headline: ବନ ଚିନ୍ତା <box>617 1780 891 1862</box>
sudoku-cell: 6 <box>1237 1734 1266 1762</box>
solution-cell: 8 <box>1407 1986 1423 1999</box>
solution-cell: 8 <box>1374 2012 1390 2025</box>
right-column-title: ଚିରନ୍ତନୀ <box>1271 12 1401 47</box>
letter-4-title: ତୁହାଁଳିଆ ଗାଈ <box>1279 1131 1393 1155</box>
contact-line: ସମ୍ପାଦକ, ଧରିତ୍ରୀ, <box>1290 1400 1382 1414</box>
sudoku-cell <box>1294 1849 1323 1877</box>
sudoku-cell: 2 <box>1208 1705 1237 1734</box>
second-story-col1 <box>344 870 748 1760</box>
bottom-left-text: ଭୂମଣ୍ଡଳ ଉପରେ ବୃକ୍ଷ ଓ ଜଙ୍ଗଲ ଅତ୍ୟନ୍ତ ଗୁରୁତ୍ୱପୂର୍ଣ୍ଣ । ବିଶ୍ୱରେ ଜୈବ ବିବିଧତା ସଂରକ୍ଷଣ ପାଇଁ ଜଙ୍ଗଲର ଭୂମିକା ଅତୁଳନୀୟ । ସମ୍ମିଳିତ ଜାତିସଂଘ ୨୦୧୦ ମସିହାକୁ ଆନ୍ତର୍ଜାତିକ ଜୈବ ବିବିଧତା ବର୍ଷ ଏବଂ ୨୦୧୧ ମସିହାକୁ ଆନ୍ତର୍ଜାତିକ ଜଙ୍ଗଲ ବର୍ଷ ଭାବେ ପାଳନ କରିଥିଲା । <box>6 1804 332 1881</box>
solution-cell: 2 <box>1407 2051 1423 2064</box>
sudoku-cell <box>1294 1705 1323 1734</box>
district-diary-label: ଜିଲା ଡାଏରୀ <box>4 614 134 650</box>
quote-text: ପ୍ରକୃତ ଭୁଲଭାବ ଓ ଆତ୍ମାଭିମାନ ମଣିଷଟିଏ- ଅଥବା ସଭ୍ୟ ଓ ମଣିଷଟିଏ ମଣିଷଟିଏ ତା' ନିଜର ମନଟିକୁ ଏପରି ଭାବରେ ସଂସ୍କାରିତ କରିଥାଏ ଯେ, ସେ ଯେକୌଣସି ପରିସ୍ଥିତିରେ ସାବଧାନରେ, ସେହି ପରିସ୍ଥିତିରେ ମହାନ୍ ଆଦର୍ଶ ଶଙ୍କେ ସେ ନିଜର ସଙ୍ଗତି ରକ୍ଷା କରି ନିର୍ବିକାରରୂପେ ଦକ୍ଷତା ଅର୍ଜନ କରିଥାଏ । <box>351 10 803 52</box>
solution-cell: 4 <box>1473 1947 1489 1960</box>
solution-cell: 1 <box>1456 2051 1472 2064</box>
sudoku-grid <box>1206 1646 1468 1908</box>
sudoku-logo-su: su <box>1188 1593 1219 1618</box>
sudoku-cell <box>1237 1648 1266 1676</box>
sudoku-cell <box>1437 1849 1466 1877</box>
